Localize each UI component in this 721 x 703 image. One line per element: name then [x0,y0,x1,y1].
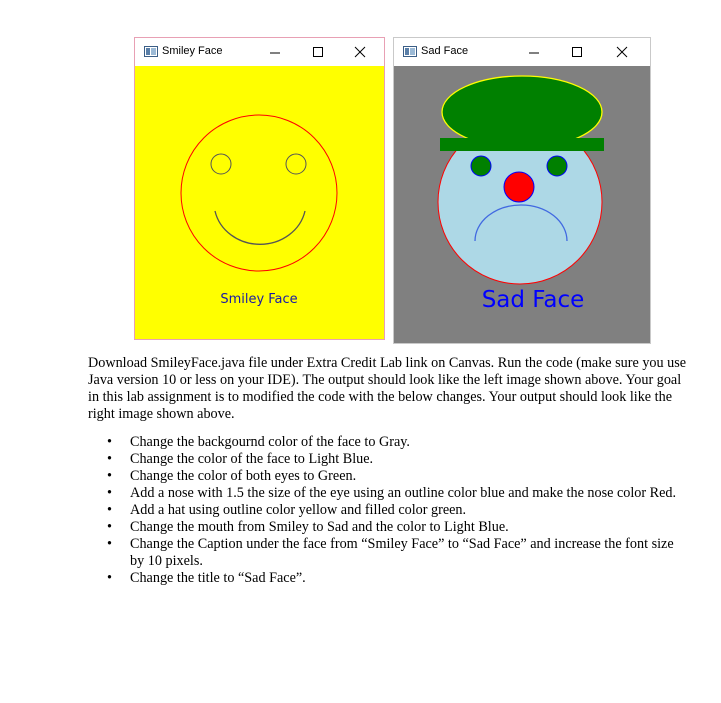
smiley-face-window [134,37,385,340]
list-item: • Change the color of the face to Light Blue. [88,451,688,468]
left-eye [211,154,231,174]
change-list [88,434,688,587]
minimize-icon[interactable] [514,38,554,66]
list-item: • Change the title to “Sad Face”. [88,570,688,587]
intro-paragraph: Download SmileyFace.java file under Extra Credit Lab link on Canvas. Run the code (make sure you use Java version 10 or less on your IDE). The output should look like the left image shown above. Your goal in this lab assignment is to modified the code with the below changes. Your output should look like the right image shown above. [88,355,687,422]
sad-drawing [394,66,650,343]
minimize-icon[interactable] [255,38,295,66]
maximize-icon[interactable] [298,38,338,66]
window-title: Sad Face [421,45,469,57]
smiley-face-circle [181,115,337,271]
list-item: • Change the Caption under the face from “Smiley Face” to “Sad Face” and increase the font size by 10 pixels. [88,536,688,570]
list-item: • Add a nose with 1.5 the size of the eye using an outline color blue and make the nose color Red. [88,485,688,502]
list-item: • Change the mouth from Smiley to Sad and the color to Light Blue. [88,519,688,536]
title-bar[interactable] [135,38,384,66]
window-title: Smiley Face [162,45,223,57]
sad-caption: Sad Face [481,287,585,313]
right-eye [547,156,567,176]
java-app-icon [403,46,417,57]
smiley-caption: Smiley Face [220,292,298,307]
smiley-drawing [135,66,384,339]
title-bar[interactable] [394,38,650,66]
list-item: • Add a hat using outline color yellow and filled color green. [88,502,688,519]
java-app-icon [144,46,158,57]
hat [442,76,602,148]
close-icon[interactable] [340,38,380,66]
list-item: • Change the color of both eyes to Green. [88,468,688,485]
list-item: • Change the backgournd color of the face to Gray. [88,434,688,451]
sad-face-window [393,37,651,344]
close-icon[interactable] [602,38,642,66]
maximize-icon[interactable] [557,38,597,66]
right-eye [286,154,306,174]
left-eye [471,156,491,176]
lab-instructions [88,355,688,587]
sad-canvas [394,66,650,343]
hat-brim-fill [440,138,604,151]
smiley-canvas [135,66,384,339]
nose [504,172,534,202]
